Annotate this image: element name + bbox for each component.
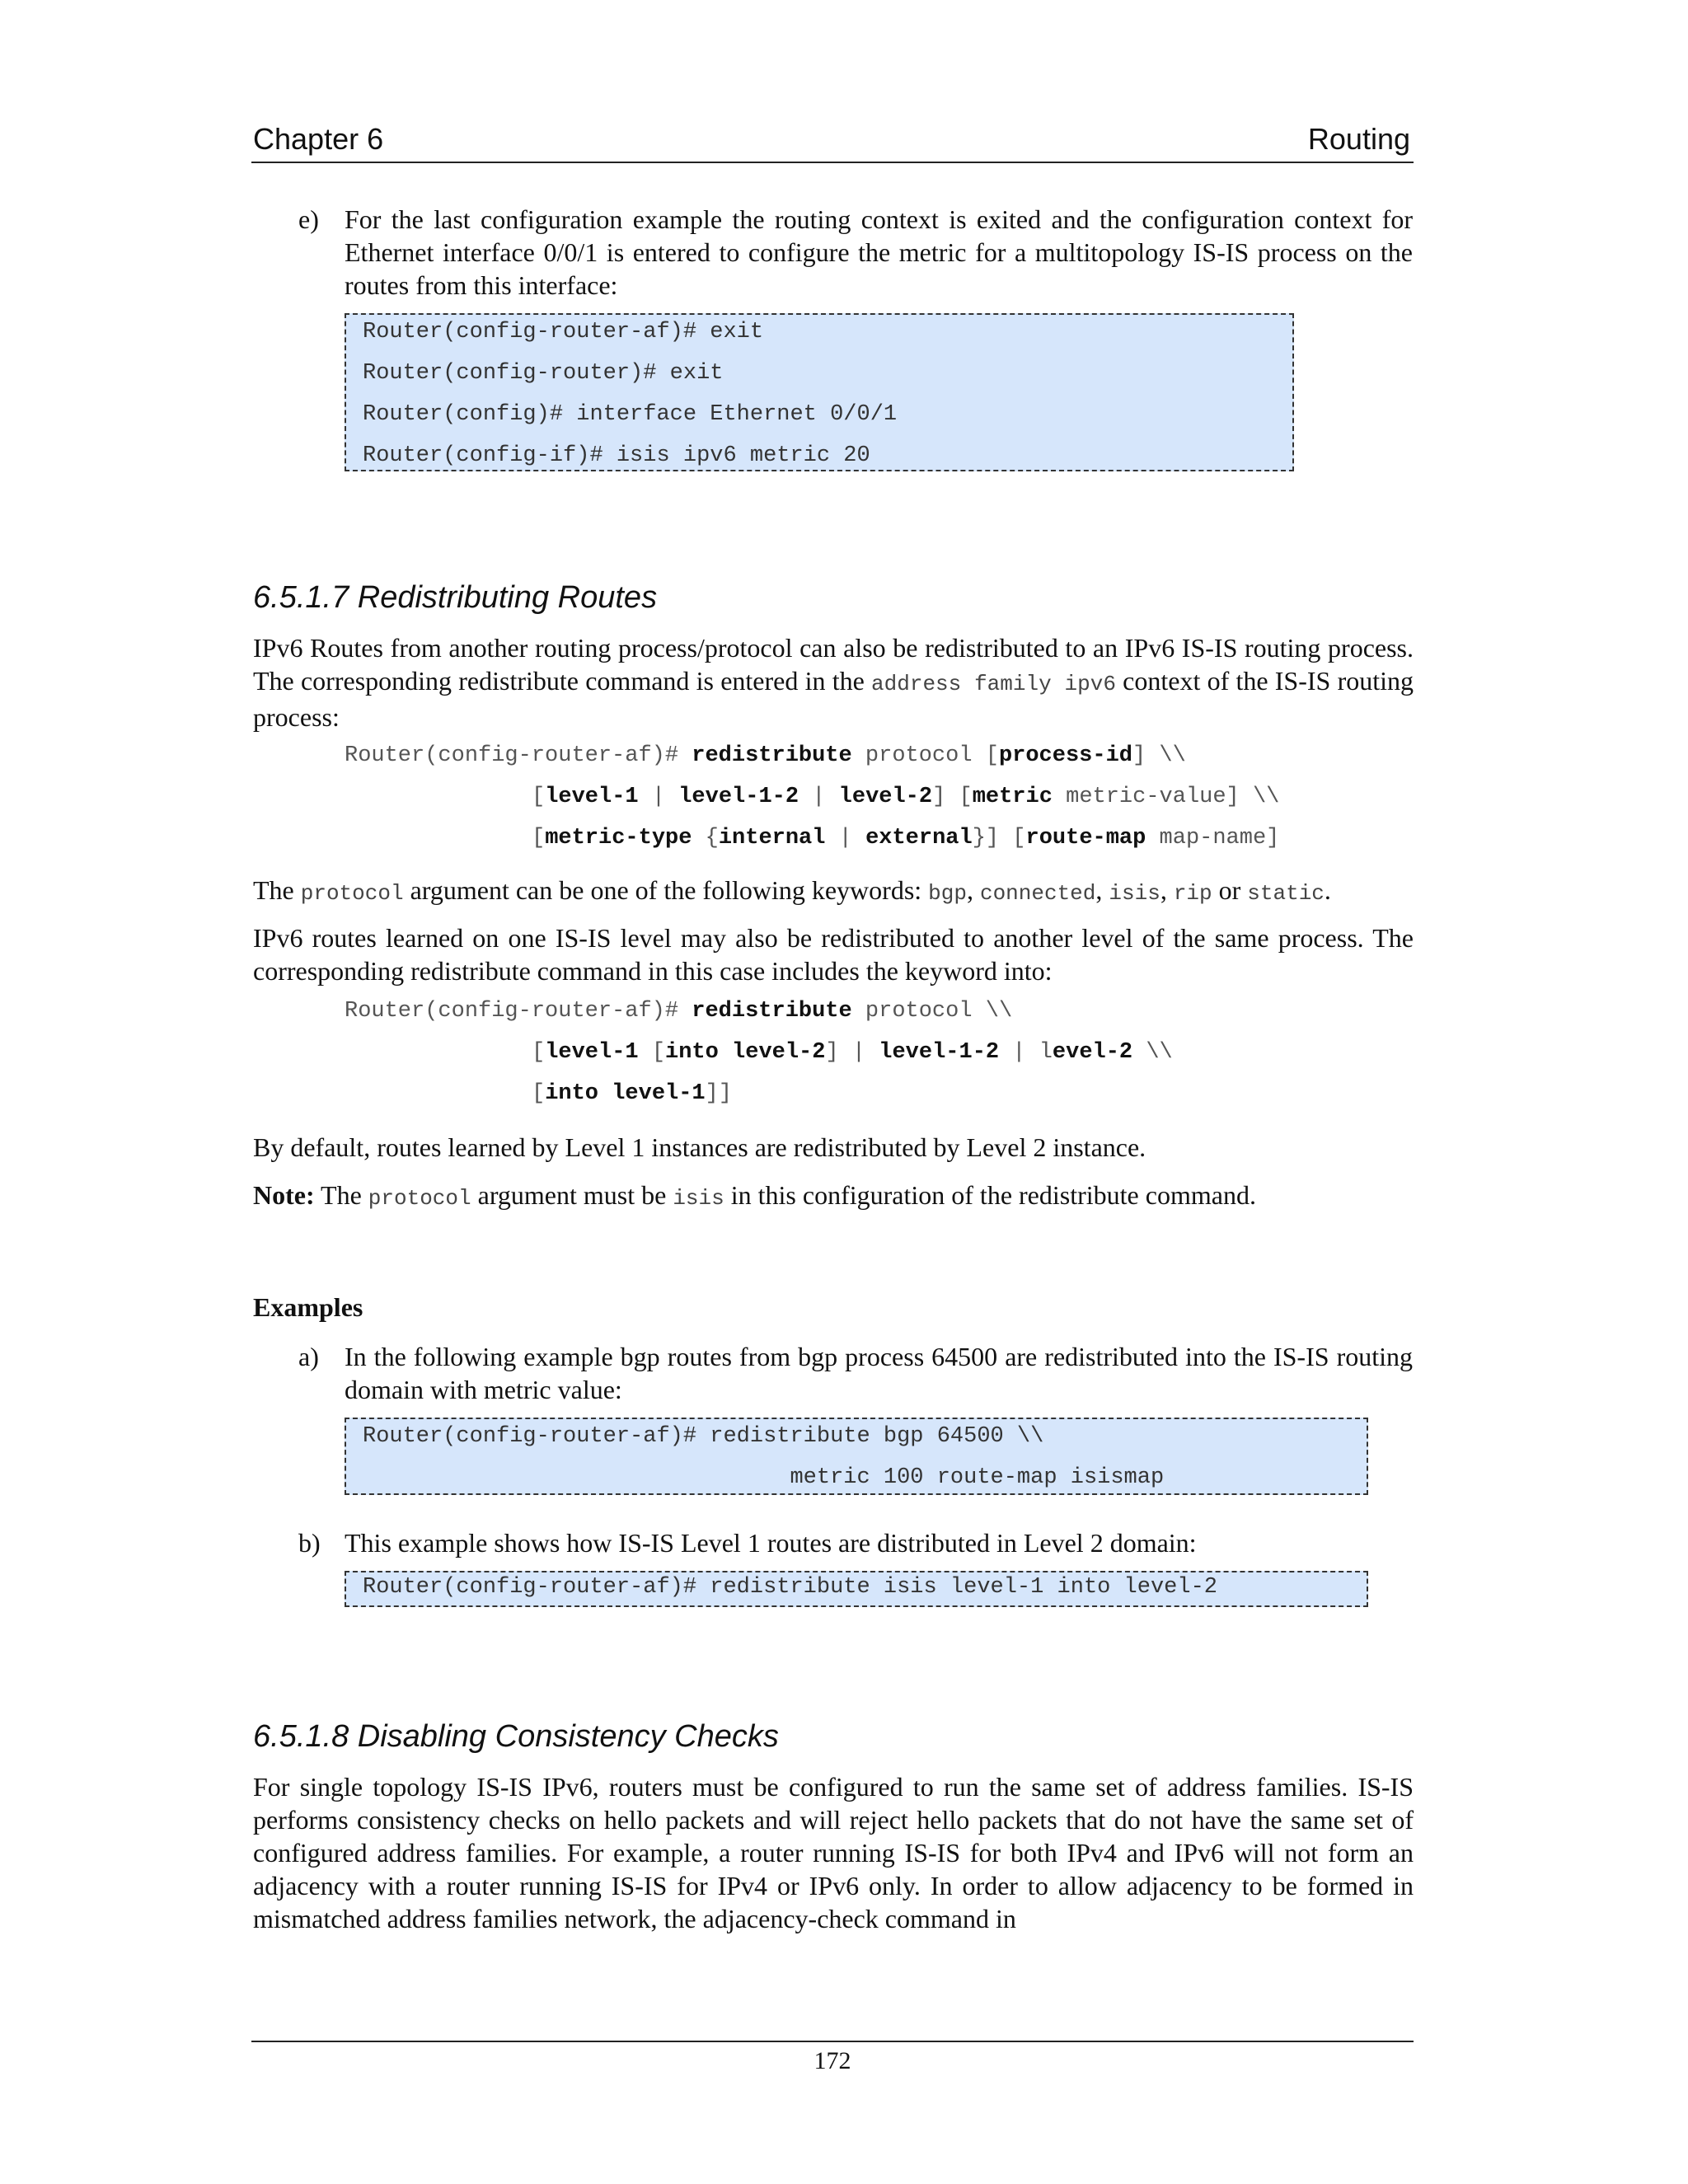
list-marker-e: e) — [298, 204, 319, 234]
examples-heading: Examples — [253, 1292, 363, 1322]
list-marker-b: b) — [298, 1528, 321, 1558]
paragraph-default-behavior: By default, routes learned by Level 1 instances are redistributed by Level 2 instance. — [253, 1132, 1146, 1162]
code-block-a — [345, 1418, 1368, 1495]
code-line: metric 100 route-map isismap — [363, 1465, 1165, 1490]
page-header — [251, 122, 1414, 163]
code-line: Router(config-router-af)# redistribute bgp 64500 \\ — [363, 1424, 1044, 1449]
paragraph-protocol-keywords: The protocol argument can be one of the following keywords: bgp, connected, isis, rip or static. — [253, 875, 1331, 906]
paragraph-consistency-checks: For single topology IS-IS IPv6, routers must be configured to run the same set of address families. IS-IS performs consistency checks on hello packets and will reject hello packets that do not have the same set of configured address families. For example, a router running IS-IS for both IPv4 and IPv6 will not form an adjacency with a router running IS-IS for IPv4 or IPv6 only. In order to allow adjacency to be formed in mismatched address families network, the adjacency-check command in — [253, 1772, 1414, 1933]
footer-rule — [251, 2041, 1414, 2042]
note-label: Note: — [253, 1180, 315, 1210]
list-marker-a: a) — [298, 1342, 319, 1371]
syntax-line-1: Router(config-router-af)# redistribute protocol [process-id] \\ — [345, 743, 1186, 768]
page-number: 172 — [814, 2047, 851, 2074]
paragraph-redistribute-intro: IPv6 Routes from another routing process/protocol can also be redistributed to an IPv6 IS-IS routing process. The corresponding redistribute command is entered in the address family ipv6 context of the IS-IS routing process: — [253, 633, 1414, 732]
code-block-e — [345, 313, 1294, 471]
syntax-line-2: [level-1 | level-1-2 | level-2] [metric metric-value] \\ — [532, 785, 1280, 809]
code-block-b — [345, 1571, 1368, 1607]
code-line: Router(config-router)# exit — [363, 361, 724, 386]
section-heading-disabling: 6.5.1.8 Disabling Consistency Checks — [253, 1719, 779, 1754]
example-b-text: This example shows how IS-IS Level 1 routes are distributed in Level 2 domain: — [345, 1528, 1197, 1558]
code-line: Router(config-router-af)# redistribute isis level-1 into level-2 — [363, 1575, 1217, 1600]
paragraph-level-redistribution: IPv6 routes learned on one IS-IS level may also be redistributed to another level of the same process. The corresponding redistribute command in this case includes the keyword into: — [253, 923, 1414, 986]
code-line: Router(config)# interface Ethernet 0/0/1 — [363, 402, 898, 427]
syntax2-line-3: [into level-1]] — [532, 1081, 733, 1106]
syntax-line-3: [metric-type {internal | external}] [route-map map-name] — [532, 826, 1280, 851]
section-heading-redistributing: 6.5.1.7 Redistributing Routes — [253, 580, 658, 615]
chapter-title: Routing — [1307, 122, 1410, 156]
syntax2-line-2: [level-1 [into level-2] | level-1-2 | level-2 \\ — [532, 1040, 1173, 1065]
syntax2-line-1: Router(config-router-af)# redistribute protocol \\ — [345, 999, 1013, 1024]
example-a-text: In the following example bgp routes from bgp process 64500 are redistributed into the IS-IS routing domain with metric value: — [345, 1342, 1413, 1404]
code-line: Router(config-if)# isis ipv6 metric 20 — [363, 443, 870, 468]
code-line: Router(config-router-af)# exit — [363, 320, 764, 344]
item-e-text: For the last configuration example the routing context is exited and the configuration context for Ethernet interface 0/0/1 is entered to configure the metric for a multitopology IS-IS process on the routes from this interface: — [345, 204, 1413, 300]
chapter-label: Chapter 6 — [253, 122, 384, 156]
note-paragraph: Note: The protocol argument must be isis in this configuration of the redistribute command. — [253, 1180, 1256, 1211]
